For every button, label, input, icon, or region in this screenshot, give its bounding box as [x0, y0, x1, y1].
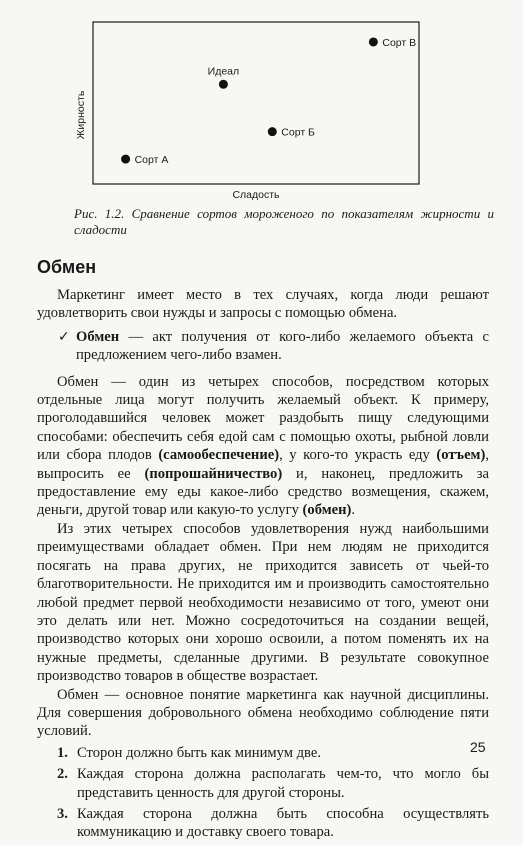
list-text: Сторон должно быть как минимум две.: [77, 744, 321, 761]
figure-caption: Рис. 1.2. Сравнение сортов мороженого по показателям жирности и сладости: [74, 206, 494, 237]
body-text: [37, 286, 489, 845]
text-run: и, наконец, предложить за предоставление ему еды какое-либо средство возмещения, скажем, деньги, другой товар или какую-то услугу: [37, 465, 489, 519]
conditions-list: [37, 744, 489, 842]
term-self-supply: (самообеспечение): [158, 447, 280, 464]
list-number: 3.: [57, 805, 68, 822]
term-taking: (отъем): [436, 447, 486, 464]
list-item: [37, 805, 489, 842]
section-heading: Обмен: [37, 257, 97, 277]
text-run: , у кого-то украсть еду: [279, 447, 437, 464]
list-item: [37, 744, 489, 762]
paragraph-conditions-intro: Обмен — основное понятие маркетинга как научной дисциплины. Для совершения добровольного обмена необходимо соблюдение пяти условий.: [37, 686, 489, 740]
list-item: [37, 765, 489, 802]
intro-paragraph: Маркетинг имеет место в тех случаях, когда люди решают удовлетворить свои нужды и запросы с помощью обмена.: [37, 287, 489, 322]
data-point-label: Сорт В: [382, 36, 417, 49]
figure-1-2: [0, 0, 523, 240]
definition-body: — акт получения от кого-либо желаемого объекта с предложением чего-либо взамен.: [76, 328, 489, 364]
data-point: [268, 127, 277, 136]
paragraph-methods: [37, 373, 489, 520]
data-point: [121, 155, 130, 164]
text-run: .: [351, 502, 356, 519]
data-point-label: Сорт А: [134, 154, 169, 167]
definition-block: [58, 328, 489, 365]
paragraph-advantages: Из этих четырех способов удовлетворения нужд наибольшими преимуществами обладает обмен. При нем людям не приходится посягать на права других, не приходится зависеть от чьей-то благотворительности. Не приходится им и производить самостоятельно любой предмет первой необходимости независимо от того, умеют они это делать или нет. Можно сосредоточиться на создании вещей, производство которых они хорошо освоили, а потом поменять их на нужные предметы, сделанные другими. В результате совокупное производство товаров в обществе возрастает.: [37, 520, 489, 685]
y-axis-label: Жирность: [75, 90, 87, 140]
page-number: 25: [470, 739, 486, 755]
term-exchange: (обмен): [302, 502, 352, 519]
definition-term: Обмен: [76, 328, 120, 345]
x-axis-label: Сладость: [232, 189, 280, 200]
data-point: [369, 37, 378, 46]
list-number: 1.: [57, 744, 68, 761]
list-number: 2.: [57, 766, 68, 783]
definition-text: [76, 328, 489, 365]
text-run: , выпросить ее: [37, 447, 489, 482]
scatter-plot: [0, 0, 523, 200]
checkmark-icon: ✓: [58, 328, 70, 345]
term-begging: (попрошайничество): [144, 465, 283, 482]
plot-marks: [121, 37, 416, 166]
list-text: Каждая сторона должна быть способна осуществлять коммуникацию и доставку своего товара.: [77, 805, 489, 841]
data-point-label: Идеал: [207, 65, 240, 78]
data-point-label: Сорт Б: [281, 126, 315, 139]
text-run: Обмен — один из четырех способов, посредством которых отдельные лица могут получить желаемый объект. К примеру, проголодавшийся человек может раздобыть пищу следующими способами: обеспечить себя едой сам с помощью охоты, рыбной ловли или сбора плодов: [37, 373, 489, 464]
list-text: Каждая сторона должна располагать чем-то, что могло бы представить ценность для другой стороны.: [77, 766, 489, 801]
data-point: [219, 80, 228, 89]
